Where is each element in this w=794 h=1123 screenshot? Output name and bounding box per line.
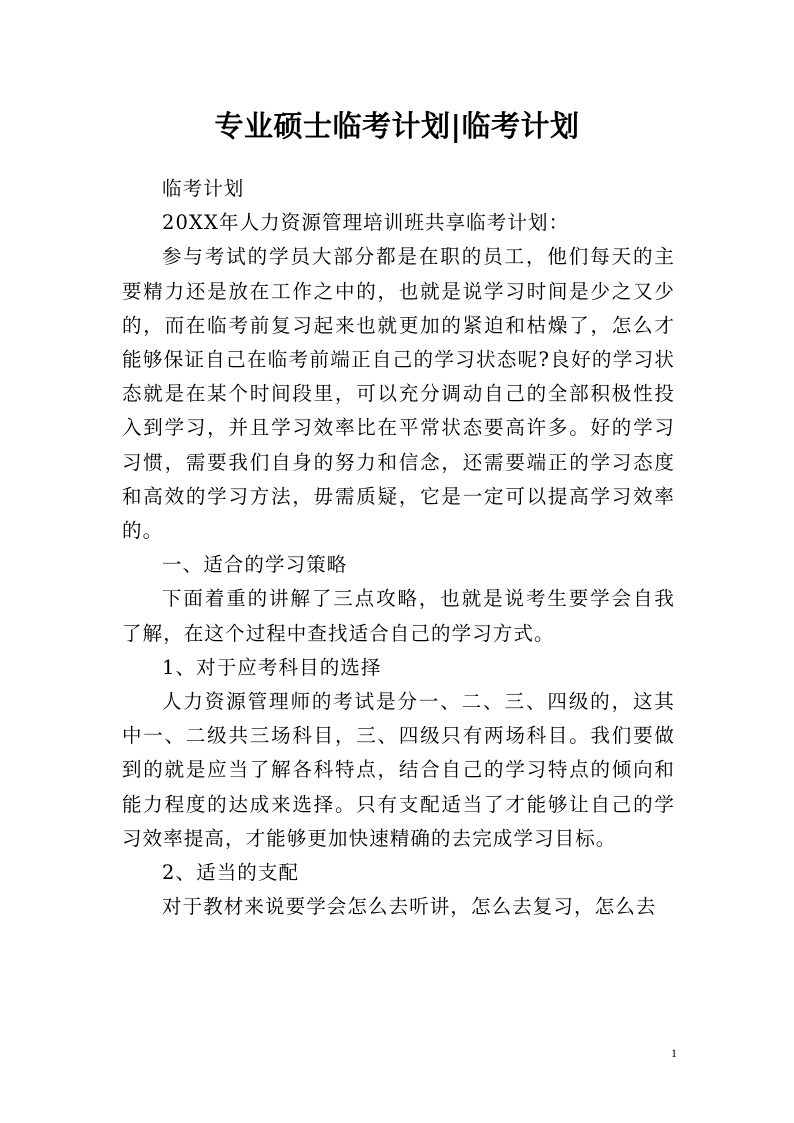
section-heading-1: 一、适合的学习策略: [162, 553, 348, 577]
paragraph-heading: 临考计划: [162, 177, 245, 200]
paragraph-arrangement: 对于教材来说要学会怎么去听讲，怎么去复习，怎么去: [162, 895, 657, 919]
document-title: 专业硕士临考计划|临考计划: [214, 109, 580, 143]
paragraph-subjects: 人力资源管理师的考试是分一、二、三、四级的，这其中一、二级共三场科目，三、四级只有两场科目。我们要做到的就是应当了解各科特点，结合自己的学习特点的倾向和能力程度的达成来选择。只有支配适当了才能够让自己的学习效率提高，才能够更加快速精确的去完成学习目标。: [122, 690, 675, 850]
subsection-heading-2: 2、适当的支配: [162, 861, 300, 885]
document-body: [122, 172, 675, 924]
paragraph-main: 参与考试的学员大部分都是在职的员工，他们每天的主要精力还是放在工作之中的，也就是说学习时间是少之又少的，而在临考前复习起来也就更加的紧迫和枯燥了，怎么才能够保证自己在临考前端正自己的学习状态呢?良好的学习状态就是在某个时间段里，可以充分调动自己的全部积极性投入到学习，并且学习效率比在平常状态要高许多。好的学习习惯，需要我们自身的努力和信念，还需要端正的学习态度和高效的学习方法，毋需质疑，它是一定可以提高学习效率的。: [122, 245, 675, 543]
subsection-heading-1: 1、对于应考科目的选择: [162, 655, 382, 679]
page-number: 1: [671, 1046, 677, 1060]
paragraph-intro: 20XX年人力资源管理培训班共享临考计划：: [162, 211, 570, 235]
paragraph-strategy: 下面着重的讲解了三点攻略，也就是说考生要学会自我了解，在这个过程中查找适合自己的学习方式。: [122, 587, 675, 645]
